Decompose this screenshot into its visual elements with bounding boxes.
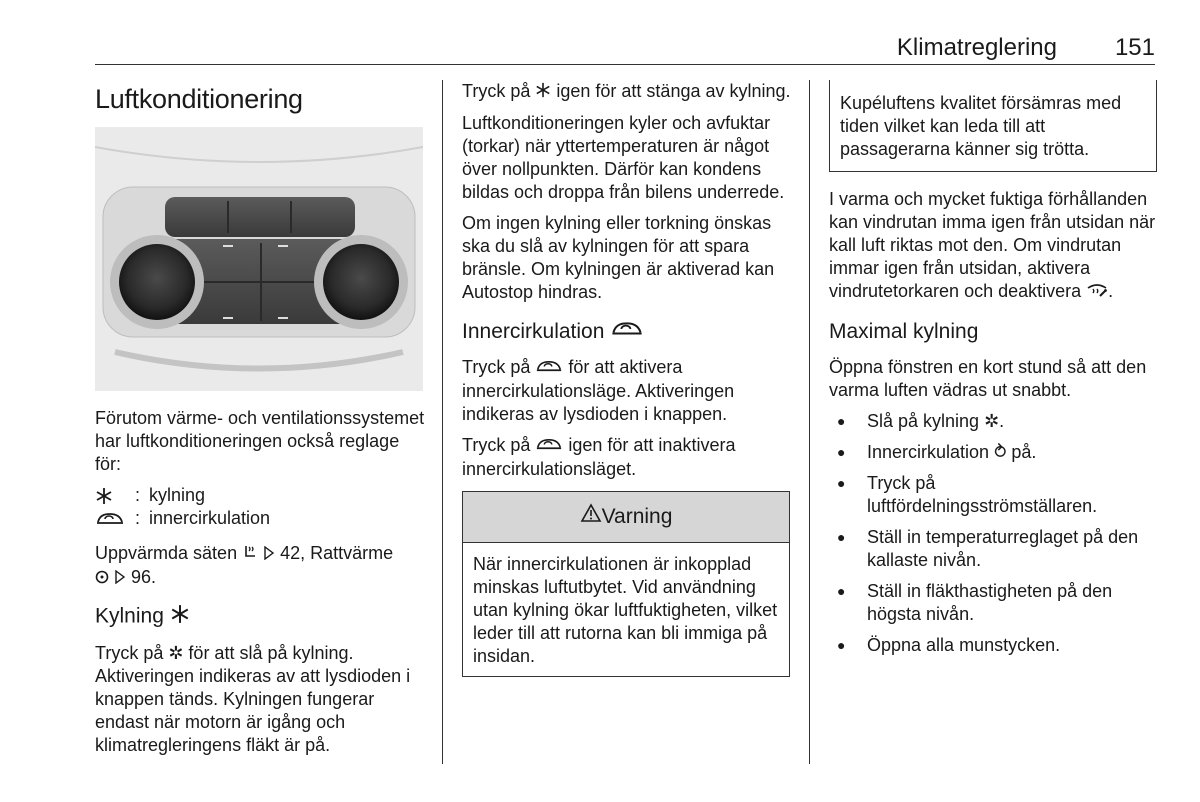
page-reference-icon: [114, 567, 126, 590]
page-reference-icon: [263, 543, 275, 566]
page-number: 151: [1114, 34, 1155, 61]
warning-header: [463, 492, 789, 543]
column-2: [462, 80, 792, 677]
column-3: [829, 82, 1157, 665]
section-title: Luftkonditionering: [95, 84, 303, 114]
page-link-96[interactable]: 96.: [131, 566, 157, 587]
intro-text: Förutom värme- och ventilationssystemet har luftkonditioneringen också reglage för:: [95, 408, 425, 474]
list-item: ● Ställ in fläkthastigheten på den högsta nivån.: [829, 580, 1157, 626]
page-header: [95, 30, 1155, 65]
snowflake-icon: [170, 604, 190, 630]
max-cooling-steps: [829, 410, 1157, 657]
recirculation-heading: Innercirkulation: [462, 320, 792, 344]
recirculation-icon: [610, 320, 644, 344]
warning-text: När innercirkulationen är inkopplad minskas luftutbytet. Vid användning utan kylning ökar luftfuktigheten, vilket leder till att rutorna kan bli immiga på insidan.: [473, 553, 778, 666]
steering-wheel-heat-icon: [95, 567, 109, 590]
warning-title: Varning: [601, 504, 673, 528]
fogging-text: I varma och mycket fuktiga förhållanden kan vindrutan imma igen från utsidan när kall luft riktas mot den. Om vindrutan immar igen från utsidan, aktivera vindrutetorkaren och deaktivera .: [829, 188, 1157, 304]
snowflake-icon: [535, 81, 551, 104]
recirculation-icon: [535, 435, 563, 458]
recirculation-off-text: Tryck på igen för att inaktivera innercirkulationsläget.: [462, 434, 736, 479]
air-quality-note: Kupéluftens kvalitet försämras med tiden vilket kan leda till att passagerarna känner sig trötta.: [840, 93, 1122, 159]
legend-label-cooling: kylning: [149, 485, 206, 505]
fuel-saving-text: Om ingen kylning eller torkning önskas ska du slå av kylningen för att spara bränsle. Om kylningen är aktiverad kan Autostop hindras.: [462, 212, 775, 302]
climate-control-panel-photo: [95, 127, 423, 391]
warning-box: [462, 491, 790, 677]
recirculation-on-text: Tryck på för att aktivera innercirkulationsläge. Aktiveringen indikeras av lysdioden i knappen.: [462, 357, 735, 424]
references: Uppvärmda säten 42, Rattvärme 96.: [95, 542, 425, 590]
snowflake-icon: [95, 487, 135, 505]
legend-row-cooling: : kylning: [95, 484, 425, 507]
legend-label-recirculation: innercirkulation: [149, 508, 271, 528]
max-cooling-intro: Öppna fönstren en kort stund så att den varma luften vädras ut snabbt.: [829, 356, 1147, 400]
list-item: ● Ställ in temperaturreglaget på den kallaste nivån.: [829, 526, 1157, 572]
column-divider: [809, 80, 810, 764]
list-item: ● Öppna alla munstycken.: [829, 634, 1157, 657]
recirculation-icon: [535, 357, 563, 380]
recirculation-icon: [95, 511, 135, 527]
list-item: ● Tryck på luftfördelningsströmställaren.: [829, 472, 1157, 518]
cooling-text: Tryck på ✲ för att slå på kylning. Aktiveringen indikeras av att lysdioden i knappen tänds. Kylningen fungerar endast när motorn är igång och klimatregleringens fläkt är på.: [95, 642, 411, 755]
ac-description: Luftkonditioneringen kyler och avfuktar (torkar) när yttertemperaturen är något över nollpunkten. Därför kan kondens bildas och droppa från bilens underrede.: [462, 112, 785, 202]
seat-heat-icon: [242, 543, 258, 566]
page-link-42[interactable]: 42: [280, 543, 301, 563]
warning-triangle-icon: [580, 492, 602, 542]
windscreen-defrost-icon: [1086, 281, 1108, 304]
list-item: ● Innercirkulation ⥁ på.: [829, 441, 1157, 464]
cooling-heading: Kylning: [95, 604, 425, 630]
list-item: ● Slå på kylning ✲.: [829, 410, 1157, 433]
chapter-title: Klimatreglering: [896, 34, 1057, 61]
control-legend: [95, 484, 425, 530]
note-box: [829, 80, 1157, 172]
max-cooling-heading: Maximal kylning: [829, 319, 979, 343]
column-1: [95, 80, 425, 765]
cooling-off-text: Tryck på igen för att stänga av kylning.: [462, 80, 792, 104]
legend-row-recirculation: : innercirkulation: [95, 507, 425, 530]
column-divider: [442, 80, 443, 764]
